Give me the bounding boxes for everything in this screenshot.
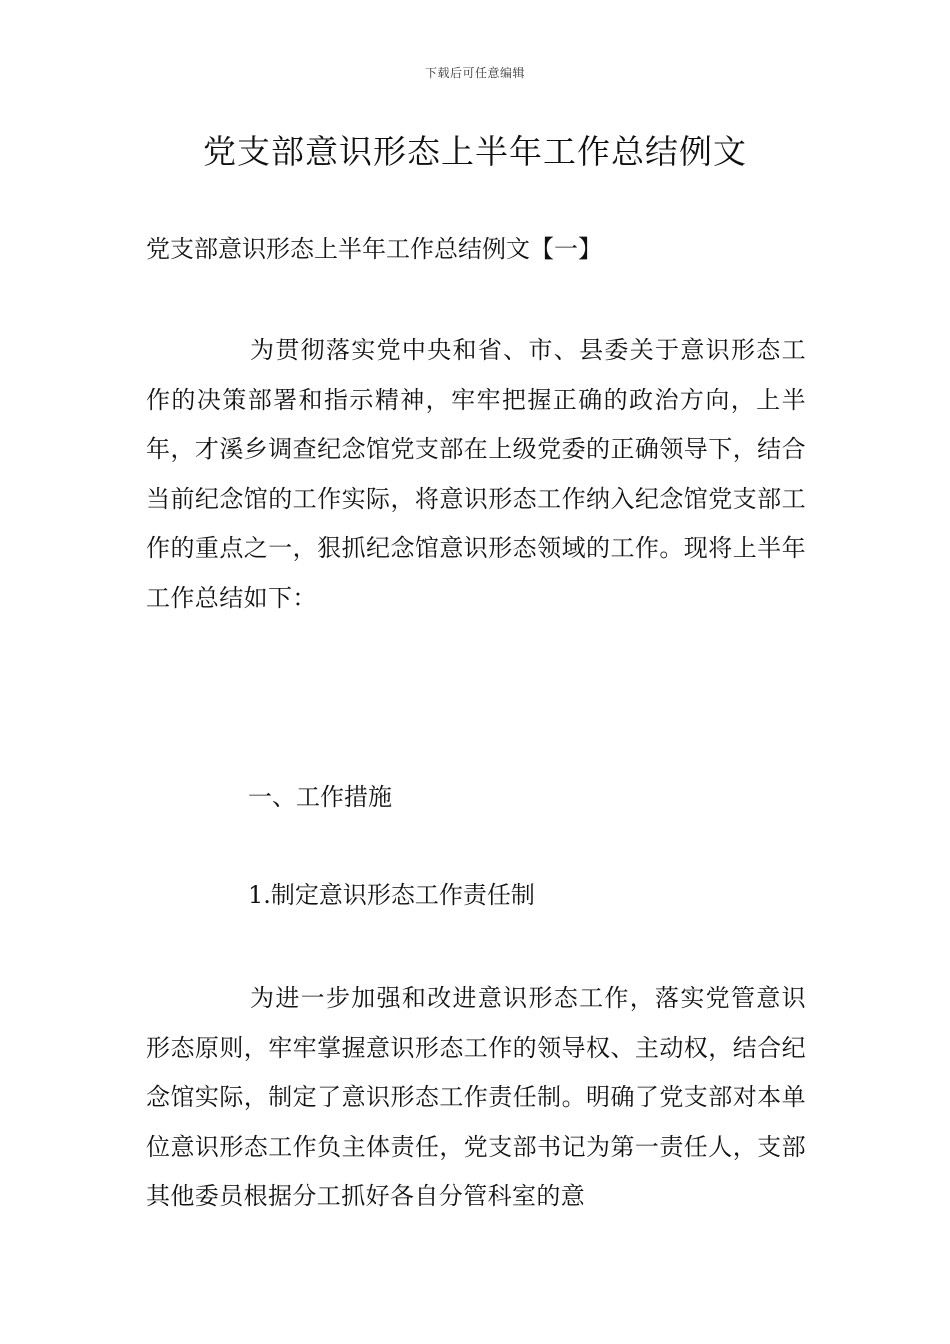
body-paragraph: 为进一步加强和改进意识形态工作，落实党管意识形态原则，牢牢掌握意识形态工作的领导权、主动权，结合纪念馆实际，制定了意识形态工作责任制。明确了党支部对本单位意识形态工作负主体责任，党支部书记为第一责任人，支部其他委员根据分工抓好各自分管科室的意 (146, 984, 806, 1210)
section-heading: 一、工作措施 (248, 783, 392, 811)
subsection-heading: 1.制定意识形态工作责任制 (248, 881, 535, 909)
intro-paragraph: 为贯彻落实党中央和省、市、县委关于意识形态工作的决策部署和指示精神，牢牢把握正确的政治方向，上半年，才溪乡调查纪念馆党支部在上级党委的正确领导下，结合当前纪念馆的工作实际，将意识形态工作纳入纪念馆党支部工作的重点之一，狠抓纪念馆意识形态领域的工作。现将上半年工作总结如下： (146, 336, 806, 612)
header-note: 下载后可任意编辑 (424, 66, 525, 80)
document-subtitle: 党支部意识形态上半年工作总结例文【一】 (146, 235, 602, 263)
document-title: 党支部意识形态上半年工作总结例文 (203, 132, 747, 171)
